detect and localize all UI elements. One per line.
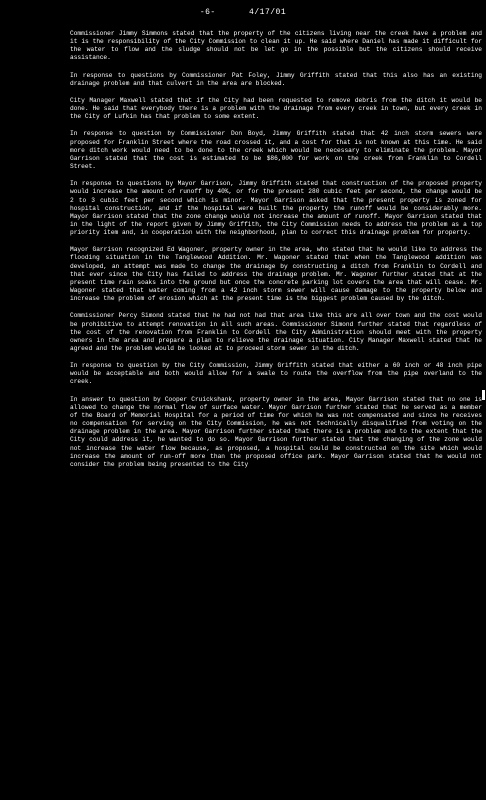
page-number: -6- [199, 8, 216, 17]
paragraph-6: Mayor Garrison recognized Ed Wagoner, property owner in the area, who stated that he would like to address the flooding situation in the Tanglewood Addition. Mr. Wagoner stated that when the Tanglewood addition was developed, an attempt was made to change the drainage by constructing a ditch from Franklin to Cordell and that ever since the City has failed to address the drainage problem. Mr. Wagoner further stated that at the present time rain soaks into the ground but once the concrete parking lot covers the area that will cease. Mr. Wagoner stated that water coming from a 42 inch storm sewer will cause damage to the property below and increase the problem of erosion which at the present time is the biggest problem caused by the ditch. [70, 246, 482, 303]
paragraph-2: In response to questions by Commissioner Pat Foley, Jimmy Griffith stated that this also has an existing drainage problem and that culvert in the area are blocked. [70, 71, 482, 87]
paragraph-3: City Manager Maxwell stated that if the City had been requested to remove debris from the ditch it would be done. He said that everybody there is a problem with the drainage from every creek in town, but every creek in the City of Lufkin has that problem to some extent. [70, 96, 482, 121]
paragraph-5: In response to questions by Mayor Garrison, Jimmy Griffith stated that construction of the proposed property would increase the amount of runoff by 40%, or for the present 280 cubic feet per second, the change would be 2 to 3 cubic feet per second which is minor. Mayor Garrison asked that the present property is zoned for hospital construction, and if the hospital were built the property the runoff would be considerably more. Mayor Garrison stated that the zone change would not increase the amount of runoff. Mayor Garrison stated that in the light of the report given by Jimmy Griffith, the City Commission needs to address the problem as a top priority item and, in cooperation with the neighborhood, plan to correct this drainage problem for property. [70, 180, 482, 237]
paragraph-1: Commissioner Jimmy Simmons stated that the property of the citizens living near the creek have a problem and it is the responsibility of the City Commission to clean it up. He said where Daniel has made it difficult for the water to flow and the sludge should not be let go in the possible but the citizens should receive assistance. [70, 30, 482, 62]
page-header [0, 8, 486, 17]
margin-scan-mark [482, 390, 485, 400]
paragraph-7: Commissioner Percy Simond stated that he had not had that area like this are all over town and the cost would be prohibitive to attempt renovation in all such areas. Commissioner Simond further stated that regardless of the cost of the renovation from Franklin to Cordell the City Administration should meet with the property owners in the area and prepare a plan to relieve the drainage situation. City Manager Maxwell stated that he agreed and the problem would be looked at to proceed storm sewer in the ditch. [70, 312, 482, 352]
paragraph-9: In answer to question by Cooper Cruickshank, property owner in the area, Mayor Garrison stated that no one is allowed to change the normal flow of surface water. Mayor Garrison further stated that he served as a member of the Board of Memorial Hospital for a period of time for which he was not compensated and since he receives no compensation for serving on the City Commission, he was not technically disqualified from voting on the drainage problem in the area. Mayor Garrison further stated that there is a problem and to the extent that the City could address it, he wanted to do so. Mayor Garrison further stated that the changing of the zone would not increase the water flow because, as proposed, a hospital could be constructed on the site which would increase the amount of run-off more than the proposed office park. Mayor Garrison stated that he would not consider the problem being presented to the City [70, 395, 482, 468]
minutes-body [70, 30, 482, 478]
paragraph-8: In response to question by the City Commission, Jimmy Griffith stated that either a 60 inch or 48 inch pipe would be acceptable and both would allow for a swale to route the overflow from the pipe overland to the creek. [70, 362, 482, 386]
page-date: 4/17/01 [249, 8, 287, 17]
paragraph-4: In response to question by Commissioner Don Boyd, Jimmy Griffith stated that 42 inch storm sewers were proposed for Franklin Street where the road crossed it, and a cost for that is not known at this time. He said more ditch work would need to be done to the creek which would be necessary to eliminate the problem. Mayor Garrison stated that the cost is estimated to be $86,000 for work on the creek from Franklin to Cordell Street. [70, 130, 482, 171]
